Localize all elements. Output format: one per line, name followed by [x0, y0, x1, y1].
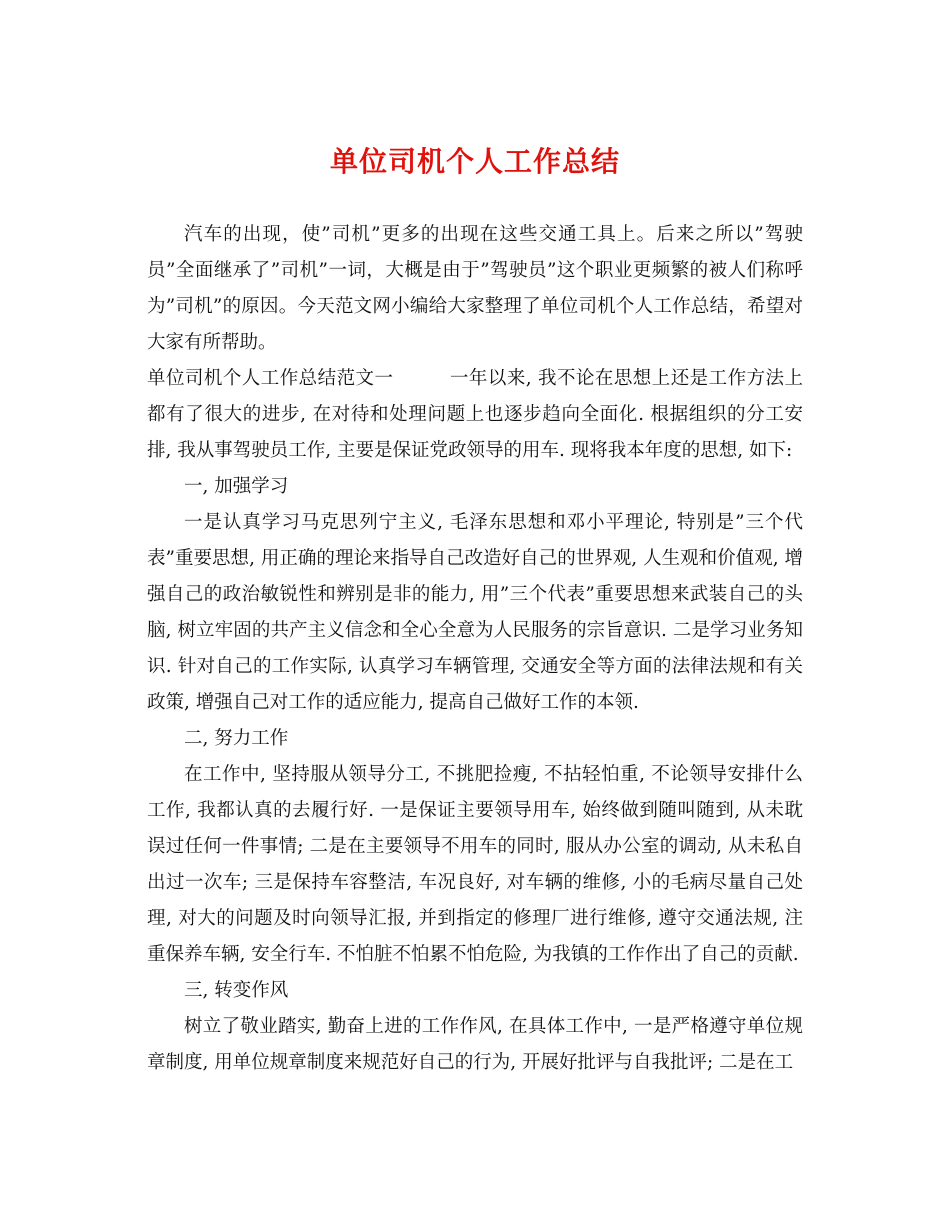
section-paragraph: 树立了敬业踏实, 勤奋上进的工作作风, 在具体工作中, 一是严格遵守单位规章制度, 用单位规章制度来规范好自己的行为, 开展好批评与自我批评; 二是在工 — [147, 1016, 803, 1073]
document-body — [147, 217, 803, 1081]
sample-paragraph — [147, 361, 803, 469]
sample-opening: 一年以来, 我不论在思想上还是工作方法上都有了很大的进步, 在对待和处理问题上也逐步趋向全面化. 根据组织的分工安排, 我从事驾驶员工作, 主要是保证党政领导的用车. 现将我本年度的思想, 如下: — [147, 368, 803, 461]
section-paragraph: 一是认真学习马克思列宁主义, 毛泽东思想和邓小平理论, 特别是”三个代表”重要思想, 用正确的理论来指导自己改造好自己的世界观, 人生观和价值观, 增强自己的政治敏锐性和辨别是非的能力, 用”三个代表”重要思想来武装自己的头脑, 树立牢固的共产主义信念和全心全意为人民服务的宗旨意识. 二是学习业务知识. 针对自己的工作实际, 认真学习车辆管理, 交通安全等方面的法律法规和有关政策, 增强自己对工作的适应能力, 提高自己做好工作的本领. — [147, 512, 803, 713]
intro-paragraph: 汽车的出现，使”司机”更多的出现在这些交通工具上。后来之所以”驾驶员”全面继承了”司机”一词，大概是由于”驾驶员”这个职业更频繁的被人们称呼为”司机”的原因。今天范文网小编给大家整理了单位司机个人工作总结，希望对大家有所帮助。 — [147, 224, 803, 353]
section-heading: 二, 努力工作 — [184, 728, 289, 749]
sample-label: 单位司机个人工作总结范文一 — [147, 368, 394, 389]
section-paragraph: 在工作中, 坚持服从领导分工, 不挑肥捡瘦, 不拈轻怕重, 不论领导安排什么工作, 我都认真的去履行好. 一是保证主要领导用车, 始终做到随叫随到, 从未耽误过任何一件事情; 二是在主要领导不用车的同时, 服从办公室的调动, 从未私自出过一次车; 三是保持车容整洁, 车况良好, 对车辆的维修, 小的毛病尽量自己处理, 对大的问题及时向领导汇报, 并到指定的修理厂进行维修, 遵守交通法规, 注重保养车辆, 安全行车. 不怕脏不怕累不怕危险, 为我镇的工作作出了自己的贡献. — [147, 764, 803, 965]
document-title: 单位司机个人工作总结 — [329, 145, 620, 178]
section-heading: 三, 转变作风 — [184, 980, 289, 1001]
section-heading: 一, 加强学习 — [184, 476, 289, 497]
